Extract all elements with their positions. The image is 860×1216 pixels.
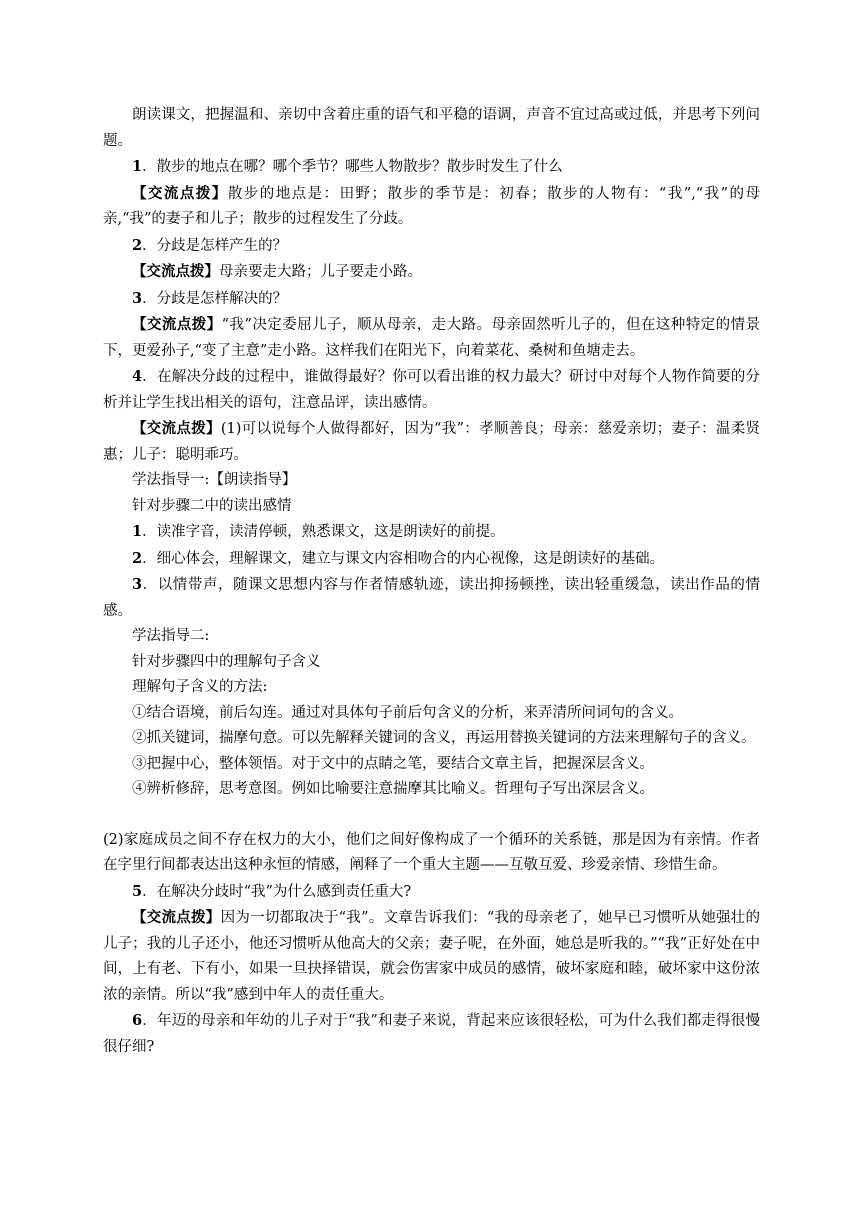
method-guide-1-title: 学法指导一:【朗读指导】 xyxy=(132,472,297,488)
question-4: 4．在解决分歧的过程中，谁做得最好？你可以看出谁的权力最大？研讨中对每个人物作简要的分析并让学生找出相关的语句，注意品评，读出感情。 xyxy=(103,368,760,411)
question-5: 5．在解决分歧时“我”为什么感到责任重大? xyxy=(132,882,412,900)
method-item-1: ①结合语境，前后勾连。通过对具体句子前后句含义的分析，来弄清所问词句的含义。 xyxy=(132,704,683,721)
reading-tip-3: 3．以情带声，随课文思想内容与作者情感轨迹，读出抑扬顿挫，读出轻重缓急，读出作品的情感。 xyxy=(103,576,760,619)
answer-2: 【交流点拨】母亲要走大路；儿子要走小路。 xyxy=(132,263,422,280)
answer-4: 【交流点拨】(1)可以说每个人做得都好，因为“我”：孝顺善良；母亲：慈爱亲切；妻子：温柔贤惠；儿子：聪明乖巧。 xyxy=(103,420,760,463)
question-1: 1．散步的地点在哪？哪个季节？哪些人物散步？散步时发生了什么 xyxy=(132,158,563,175)
reading-tip-2: 2．细心体会，理解课文，建立与课文内容相吻合的内心视像，这是朗读好的基础。 xyxy=(132,549,665,567)
method-guide-1-target: 针对步骤二中的读出感情 xyxy=(132,497,292,514)
method-item-3: ③把握中心，整体领悟。对于文中的点睛之笔，要结合文章主旨，把握深层含义。 xyxy=(132,755,654,772)
method-guide-2-title: 学法指导二: xyxy=(132,628,210,644)
question-6: 6．年迈的母亲和年幼的儿子对于“我”和妻子来说，背起来应该很轻松，可为什么我们都走得很慢很仔细? xyxy=(103,1012,760,1055)
blank-line xyxy=(103,803,760,828)
answer-3: 【交流点拨】“我”决定委屈儿子，顺从母亲，走大路。母亲固然听儿子的，但在这种特定的情景下，更爱孙子,“变了主意”走小路。这样我们在阳光下，向着菜花、桑树和鱼塘走去。 xyxy=(103,316,760,359)
reading-tip-1: 1．读准字音，读清停顿，熟悉课文，这是朗读好的前提。 xyxy=(132,523,505,540)
intro-paragraph: 朗读课文，把握温和、亲切中含着庄重的语气和平稳的语调，声音不宜过高或过低，并思考下列问题。 xyxy=(103,107,760,149)
question-3: 3．分歧是怎样解决的？ xyxy=(132,289,288,307)
answer-1: 【交流点拨】散步的地点是：田野；散步的季节是：初春；散步的人物有：“我”,“我”的母亲,“我”的妻子和儿子；散步的过程发生了分歧。 xyxy=(103,184,760,227)
document-body xyxy=(103,103,760,1060)
answer-4-part-2: (2)家庭成员之间不存在权力的大小，他们之间好像构成了一个循环的关系链，那是因为有亲情。作者在字里行间都表达出这种永恒的情感，阐释了一个重大主题——互敬互爱、珍爱亲情、珍惜生命。 xyxy=(103,831,760,873)
question-2: 2．分歧是怎样产生的？ xyxy=(132,236,288,254)
method-heading: 理解句子含义的方法: xyxy=(132,679,268,695)
method-item-4: ④辨析修辞，思考意图。例如比喻要注意揣摩其比喻义。哲理句子写出深层含义。 xyxy=(132,781,654,797)
method-guide-2-target: 针对步骤四中的理解句子含义 xyxy=(132,653,321,670)
method-item-2: ②抓关键词，揣摩句意。可以先解释关键词的含义，再运用替换关键词的方法来理解句子的含义。 xyxy=(132,730,756,746)
answer-5: 【交流点拨】因为一切都取决于“我”。文章告诉我们：“我的母亲老了，她早已习惯听从她强壮的儿子；我的儿子还小，他还习惯听从他高大的父亲；妻子呢，在外面，她总是听我的。”“我”正好处在中间，上有老、下有小，如果一旦抉择错误，就会伤害家中成员的感情，破坏家庭和睦，破坏家中这份浓浓的亲情。所以“我”感到中年人的责任重大。 xyxy=(103,909,760,1003)
